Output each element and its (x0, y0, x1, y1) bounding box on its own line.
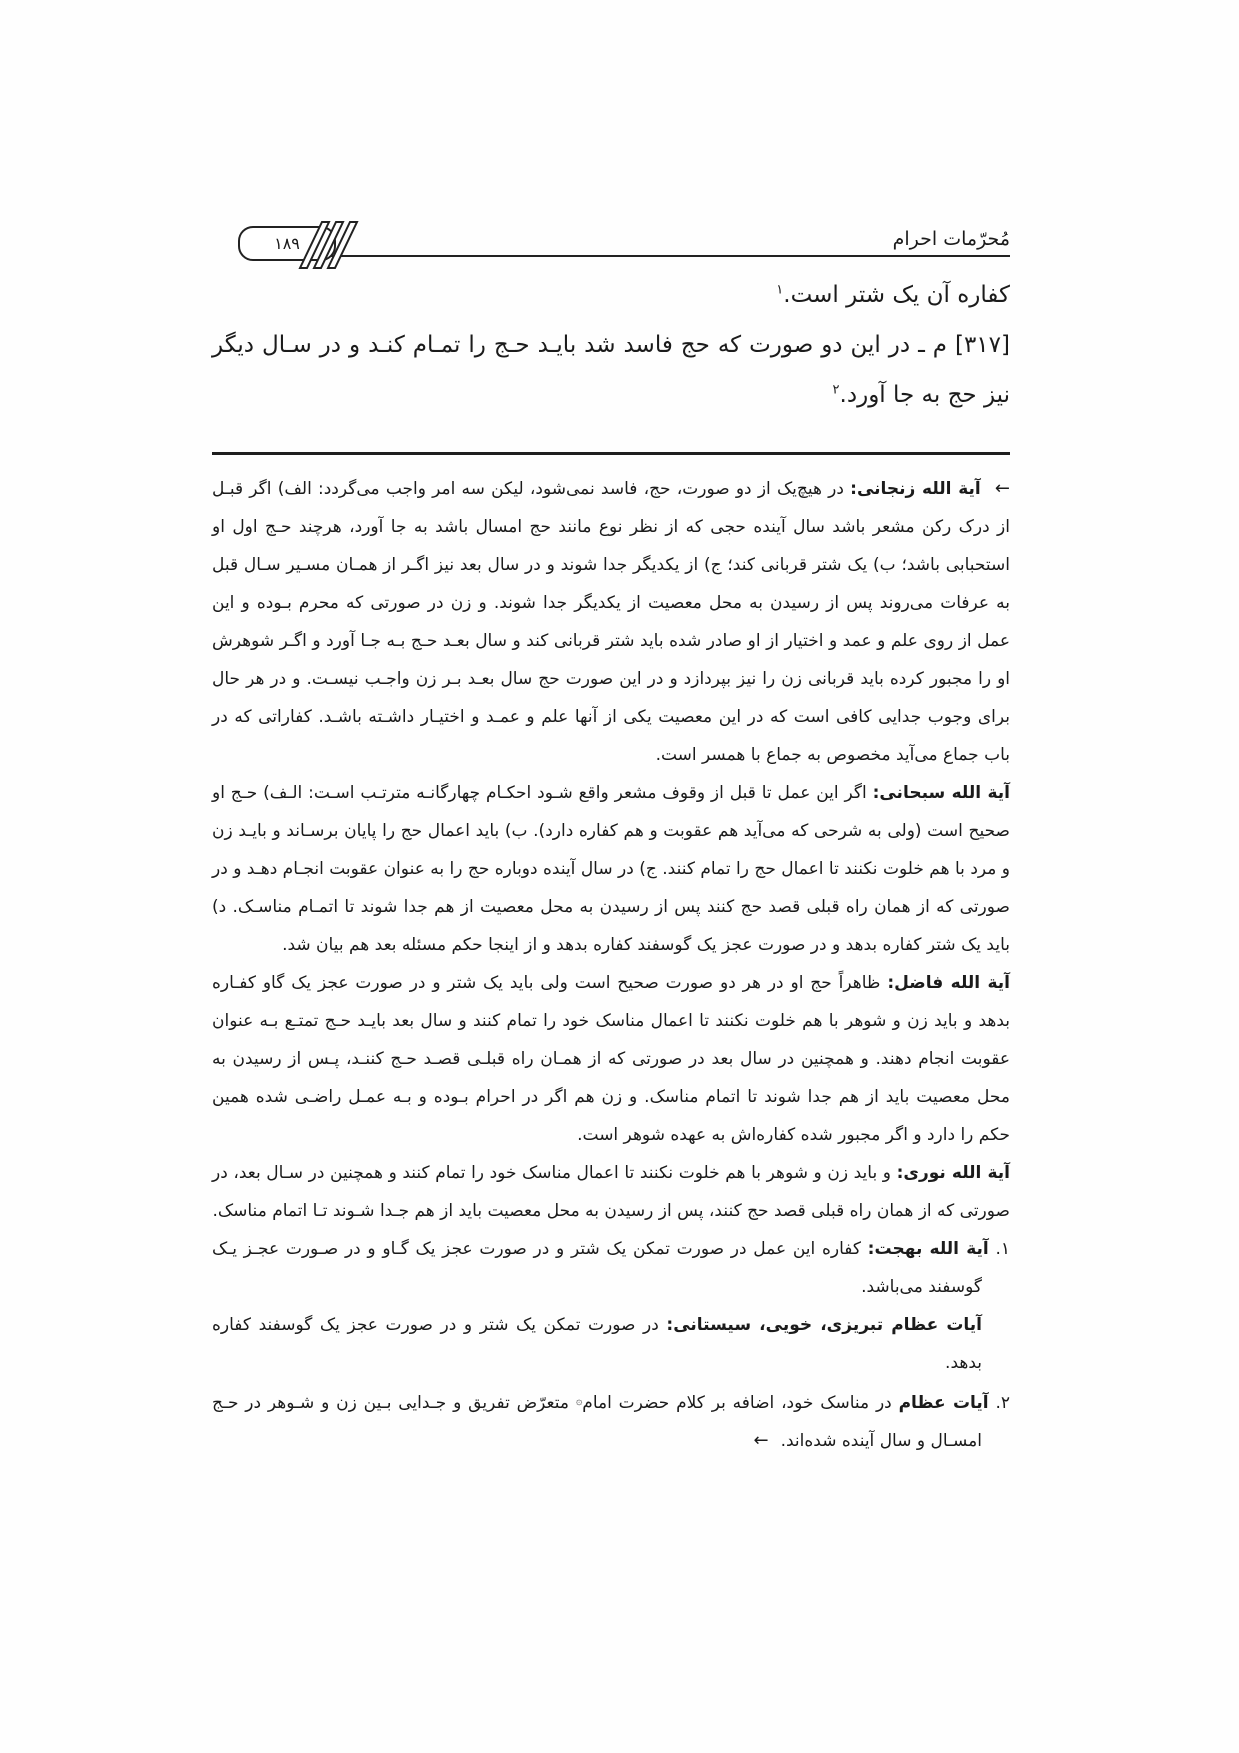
continuation-to-next-page-arrow-icon: ← (753, 1430, 769, 1451)
footnote-text: ظاهراً حج او در هر دو صورت صحيح است ولی بايد يک شتر و در صورت عجز يک گاو کفـاره بدهد و بايد زن و شوهر با هم خلوت نکنند تا اعمال مناسک خود را تمام کنند و سال بعد بايـد حـج تمتـع بـه عنوان عقوبت انجام دهند. و همچنين در سال بعد در صورتی که از همـان راه قبلـی قصـد حـج کننـد، پـس از رسيدن به محل معصيت بايد از هم جدا شوند تا اتمام مناسک. و زن هم اگر در احرام بـوده و بـه عمـل راضـی شده همين حکم را دارد و اگر مجبور شده کفاره‌اش به عهده شوهر است. (212, 973, 1010, 1145)
footnote-text: در مناسک خود، اضافه بر کلام حضرت امام (582, 1393, 892, 1413)
marja-name: آية الله سبحانی: (872, 783, 1010, 803)
marja-name: آية الله بهجت: (867, 1239, 989, 1259)
footnote-block-nouri (212, 1154, 1010, 1230)
main-paragraph-2 (212, 320, 1010, 420)
numbered-footnote-1 (212, 1230, 1010, 1306)
main-text (212, 270, 1010, 420)
footnote-text: متعرّض تفريق و جـدايی بـين زن و شـوهر در حـج امسـال و سال آينده شده‌اند. (212, 1393, 982, 1451)
main-paragraph-2-text: [۳۱۷] م ـ در اين دو صورت که حج فاسد شد بايـد حـج را تمـام کنـد و در سـال ديگر نيز حج به جا آورد. (212, 332, 1010, 408)
footnote-text: در هيچ‌يک از دو صورت، حج، فاسد نمی‌شود، ليکن سه امر واجب می‌گردد: الف) اگر قبـل از درک رکن مشعر باشد سال آينده حجی که از نظر نوع مانند حج امسال باشد به جا آورد، هرچند حـج اول او استحبابی باشد؛ ب) يک شتر قربانی کند؛ ج) از يکديگر جدا شوند و در سال بعد نيز اگـر از همـان مسـير سـال قبل به عرفات می‌روند پس از رسيدن به محل معصيت از يکديگر جدا شوند. و زن در صورتی که محرم بـوده و اين عمل از روی علم و عمد و اختيار از او صادر شده بايد شتر قربانی کند و سال بعـد حـج بـه جـا آورد و اگـر شوهرش او را مجبور کرده بايد قربانی زن را نيز بپردازد و در اين صورت حج سال بعـد بـر زن واجـب نيسـت. و در هر حال برای وجوب جدايی کافی است که در اين معصيت يکی از آنها علم و عمـد و اختيـار داشـته باشـد. کفاراتی که در باب جماع می‌آيد مخصوص به جماع با همسر است. (212, 479, 1010, 765)
footnote-text: در صورت تمکن يک شتر و در صورت عجز يک گوسفند کفاره بدهد. (212, 1315, 982, 1373)
main-paragraph-1-text: کفاره آن يک شتر است. (783, 282, 1010, 308)
footnotes-section (212, 470, 1010, 1460)
numbered-footnote-2 (212, 1382, 1010, 1460)
footnote-number: ۱. (995, 1239, 1011, 1259)
page-title: مُحرّمات احرام (892, 228, 1010, 250)
header-rule (330, 255, 1010, 257)
main-paragraph-1 (212, 270, 1010, 320)
footnote-text: و بايد زن و شوهر با هم خلوت نکنند تا اعمال مناسک خود را تمام کنند و همچنين در سـال بعد، در صورتی که از همان راه قبلی قصد حج کنند، پس از رسيدن به محل معصيت بايد از هم جـدا شـوند تـا اتمام مناسک. (212, 1163, 1010, 1221)
imam-honorific-symbol: ۞ (575, 1394, 583, 1407)
continuation-from-previous-page-arrow-icon: ← (994, 478, 1011, 499)
footnote-ref-2: ۲ (832, 382, 840, 398)
marja-name: آيات عظام (898, 1393, 989, 1413)
footnote-number: ۲. (995, 1393, 1011, 1413)
footnote-block-sobhani (212, 774, 1010, 964)
footnote-text: کفاره اين عمل در صورت تمکن يک شتر و در صورت عجز يک گـاو و در صـورت عجـز يـک گوسفند می‌باشد. (212, 1239, 982, 1297)
page-number: ۱۸۹ (274, 234, 300, 253)
footnote-block-fazel (212, 964, 1010, 1154)
marja-name: آية الله زنجانی: (850, 479, 981, 499)
header-stripes-decoration (288, 216, 388, 272)
footnote-block-zanjani (212, 470, 1010, 774)
footnote-text: اگر اين عمل تا قبل از وقوف مشعر واقع شـود احکـام چهارگانـه مترتـب اسـت: الـف) حـج او صحيح است (ولی به شرحی که می‌آيد هم عقوبت و هم کفاره دارد). ب) بايد اعمال حج را پايان برسـاند و بايـد زن و مرد با هم خلوت نکنند تا اعمال حج را تمام کنند. ج) در سال آينده دوباره حج را به عنوان عقوبت انجـام دهـد و در صورتی که از همان راه قبلی قصد حج کنند پس از رسيدن به محل معصيت از هم جدا شوند تا اتمـام مناسـک. د) بايد يک شتر کفاره بدهد و در صورت عجز يک گوسفند کفاره بدهد و از اينجا حکم مسئله بعد هم بيان شد. (212, 783, 1010, 955)
numbered-footnote-1-sub (212, 1306, 1010, 1382)
marja-name: آية الله فاضل: (887, 973, 1010, 993)
marja-name: آية الله نوری: (896, 1163, 1010, 1183)
footnote-ref-1: ۱ (776, 282, 784, 298)
marja-name: آيات عظام تبريزی، خويی، سيستانی: (666, 1315, 983, 1335)
footnote-separator (212, 452, 1010, 455)
